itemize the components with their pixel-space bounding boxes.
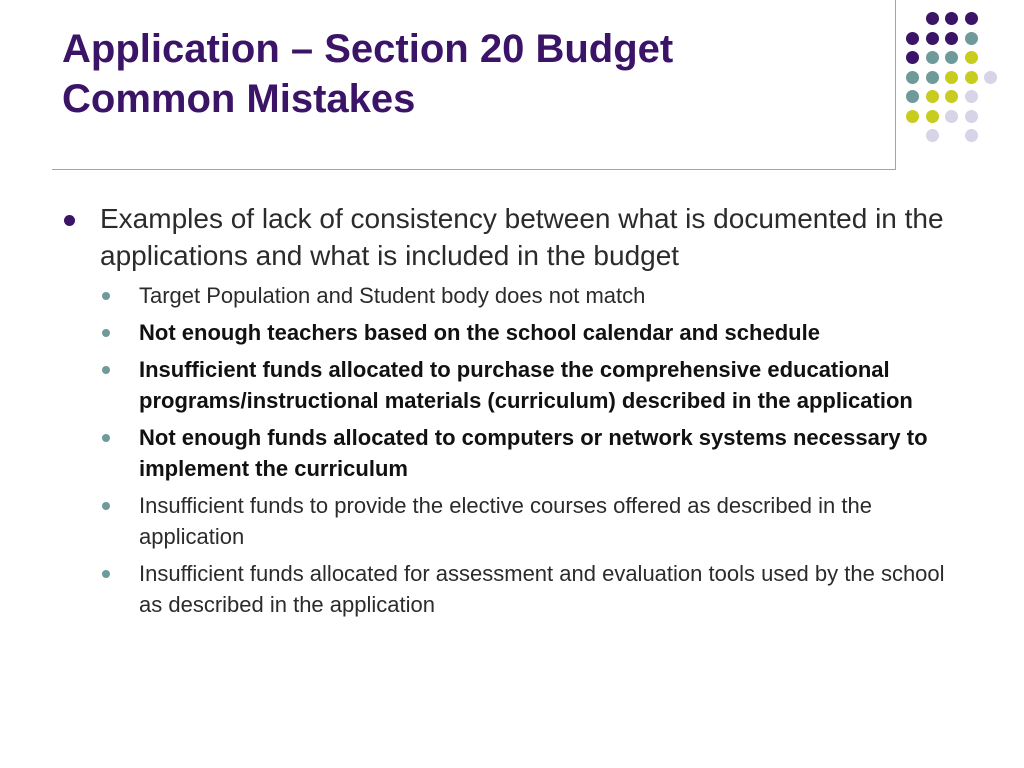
- dot-grid-decoration: [906, 12, 1006, 172]
- decorative-dot: [984, 71, 997, 84]
- decorative-dot: [965, 71, 978, 84]
- slide-body: [62, 200, 972, 626]
- decorative-dot: [926, 51, 939, 64]
- decorative-dot: [906, 32, 919, 45]
- decorative-dot: [945, 110, 958, 123]
- decorative-dot: [906, 110, 919, 123]
- decorative-dot: [965, 129, 978, 142]
- vertical-divider: [895, 0, 896, 170]
- sub-bullet-4: Not enough funds allocated to computers or network systems necessary to implement the curriculum: [100, 422, 972, 484]
- slide-title-line-2: Common Mistakes: [62, 77, 416, 121]
- decorative-dot: [945, 90, 958, 103]
- decorative-dot: [945, 12, 958, 25]
- sub-bullet-2: Not enough teachers based on the school calendar and schedule: [100, 317, 972, 348]
- decorative-dot: [926, 12, 939, 25]
- decorative-dot: [926, 110, 939, 123]
- decorative-dot: [906, 71, 919, 84]
- slide-title: [62, 24, 882, 124]
- horizontal-divider: [52, 169, 896, 170]
- decorative-dot: [926, 129, 939, 142]
- decorative-dot: [926, 71, 939, 84]
- sub-bullet-list: [62, 280, 972, 620]
- decorative-dot: [945, 32, 958, 45]
- decorative-dot: [906, 51, 919, 64]
- decorative-dot: [965, 51, 978, 64]
- decorative-dot: [965, 90, 978, 103]
- slide-title-line-1: Application – Section 20 Budget: [62, 27, 674, 71]
- decorative-dot: [926, 32, 939, 45]
- decorative-dot: [906, 90, 919, 103]
- decorative-dot: [965, 32, 978, 45]
- main-bullet: Examples of lack of consistency between what is documented in the applications and what is included in the budget: [62, 200, 972, 274]
- decorative-dot: [945, 71, 958, 84]
- sub-bullet-6: Insufficient funds allocated for assessment and evaluation tools used by the school as described in the application: [100, 558, 972, 620]
- decorative-dot: [965, 12, 978, 25]
- decorative-dot: [926, 90, 939, 103]
- sub-bullet-5: Insufficient funds to provide the elective courses offered as described in the application: [100, 490, 972, 552]
- sub-bullet-1: Target Population and Student body does not match: [100, 280, 972, 311]
- decorative-dot: [945, 51, 958, 64]
- sub-bullet-3: Insufficient funds allocated to purchase the comprehensive educational programs/instructional materials (curriculum) described in the application: [100, 354, 972, 416]
- decorative-dot: [965, 110, 978, 123]
